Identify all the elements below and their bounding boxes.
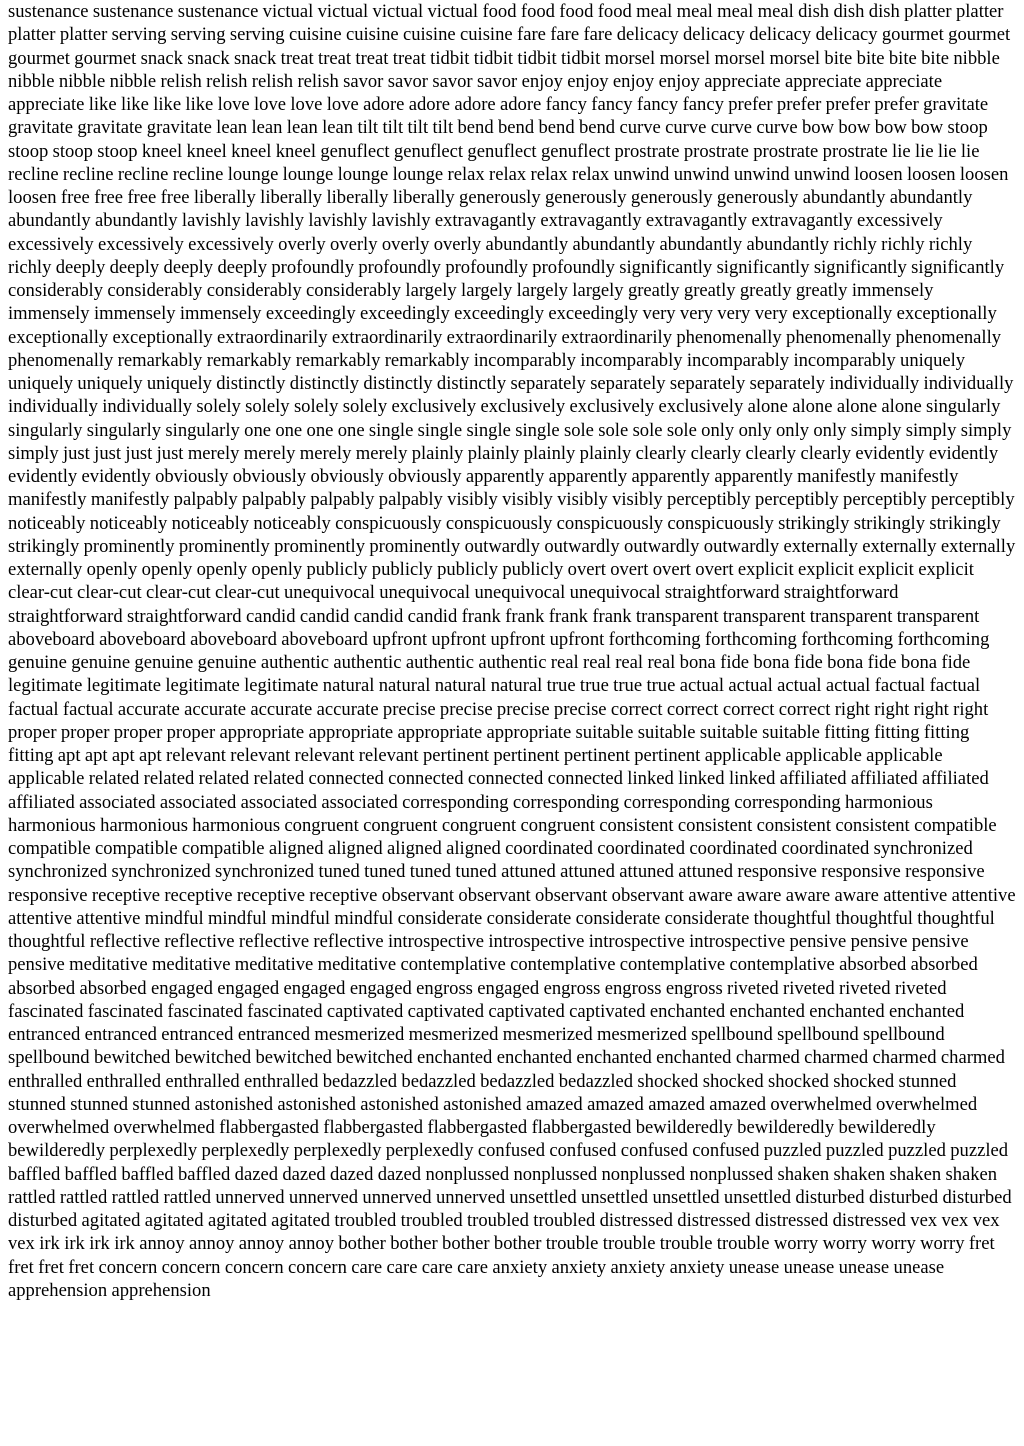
document-body-text: sustenance sustenance sustenance victual victual victual victual food food food food meal meal meal meal dish dish dish platter platter platter platter serving serving serving cuisine cuisine cuisine cuisine fare fare fare delicacy delicacy delicacy delicacy gourmet gourmet gourmet gourmet snack snack snack treat treat treat treat tidbit tidbit tidbit tidbit morsel morsel morsel morsel bite bite bite bite nibble nibble nibble nibble relish relish relish relish savor savor savor savor enjoy enjoy enjoy enjoy appreciate appreciate appreciate appreciate like like like like love love love love adore adore adore adore fancy fancy fancy fancy prefer prefer prefer prefer gravitate gravitate gravitate gravitate lean lean lean lean tilt tilt tilt tilt bend bend bend bend curve curve curve curve bow bow bow bow stoop stoop stoop stoop kneel kneel kneel kneel genuflect genuflect genuflect genuflect prostrate prostrate prostrate prostrate lie lie lie lie recline recline recline recline lounge lounge lounge lounge relax relax relax relax unwind unwind unwind unwind loosen loosen loosen loosen free free free free liberally liberally liberally liberally generously generously generously generously abundantly abundantly abundantly abundantly lavishly lavishly lavishly lavishly extravagantly extravagantly extravagantly extravagantly excessively excessively excessively excessively overly overly overly overly abundantly abundantly abundantly abundantly richly richly richly richly deeply deeply deeply deeply profoundly profoundly profoundly profoundly significantly significantly significantly significantly considerably considerably considerably considerably largely largely largely largely greatly greatly greatly greatly immensely immensely immensely immensely exceedingly exceedingly exceedingly exceedingly very very very very exceptionally exceptionally exceptionally exceptionally extraordinarily extraordinarily extraordinarily extraordinarily phenomenally phenomenally phenomenally phenomenally remarkably remarkably remarkably remarkably incomparably incomparably incomparably incomparably uniquely uniquely uniquely uniquely distinctly distinctly distinctly distinctly separately separately separately separately individually individually individually individually solely solely solely solely exclusively exclusively exclusively exclusively alone alone alone alone singularly singularly singularly singularly one one one one single single single single sole sole sole sole only only only only simply simply simply simply just just just just merely merely merely merely plainly plainly plainly plainly clearly clearly clearly clearly evidently evidently evidently evidently obviously obviously obviously obviously apparently apparently apparently apparently manifestly manifestly manifestly manifestly palpably palpably palpably palpably visibly visibly visibly visibly perceptibly perceptibly perceptibly perceptibly noticeably noticeably noticeably noticeably conspicuously conspicuously conspicuously conspicuously strikingly strikingly strikingly strikingly prominently prominently prominently prominently outwardly outwardly outwardly outwardly externally externally externally externally openly openly openly openly publicly publicly publicly publicly overt overt overt overt explicit explicit explicit explicit clear-cut clear-cut clear-cut clear-cut unequivocal unequivocal unequivocal unequivocal straightforward straightforward straightforward straightforward candid candid candid candid frank frank frank frank transparent transparent transparent transparent aboveboard aboveboard aboveboard aboveboard upfront upfront upfront upfront forthcoming forthcoming forthcoming forthcoming genuine genuine genuine genuine authentic authentic authentic authentic real real real real bona fide bona fide bona fide bona fide legitimate legitimate legitimate legitimate natural natural natural natural true true true true actual actual actual actual factual factual factual factual accurate accurate accurate accurate precise precise precise precise correct correct correct correct right right right right proper proper proper proper appropriate appropriate appropriate appropriate suitable suitable suitable suitable fitting fitting fitting fitting apt apt apt apt relevant relevant relevant relevant pertinent pertinent pertinent pertinent applicable applicable applicable applicable related related related related connected connected connected connected linked linked linked affiliated affiliated affiliated affiliated associated associated associated associated corresponding corresponding corresponding corresponding harmonious harmonious harmonious harmonious congruent congruent congruent congruent consistent consistent consistent consistent compatible compatible compatible compatible aligned aligned aligned aligned coordinated coordinated coordinated coordinated synchronized synchronized synchronized synchronized tuned tuned tuned tuned attuned attuned attuned attuned responsive responsive responsive responsive receptive receptive receptive receptive observant observant observant observant aware aware aware aware attentive attentive attentive attentive mindful mindful mindful mindful considerate considerate considerate considerate thoughtful thoughtful thoughtful thoughtful reflective reflective reflective reflective introspective introspective introspective introspective pensive pensive pensive pensive meditative meditative meditative meditative contemplative contemplative contemplative contemplative absorbed absorbed absorbed absorbed engaged engaged engaged engaged engross engaged engross engross engross riveted riveted riveted riveted fascinated fascinated fascinated fascinated captivated captivated captivated captivated enchanted enchanted enchanted enchanted entranced entranced entranced entranced mesmerized mesmerized mesmerized mesmerized spellbound spellbound spellbound spellbound bewitched bewitched bewitched bewitched enchanted enchanted enchanted enchanted charmed charmed charmed charmed enthralled enthralled enthralled enthralled bedazzled bedazzled bedazzled bedazzled shocked shocked shocked shocked stunned stunned stunned stunned astonished astonished astonished astonished amazed amazed amazed amazed overwhelmed overwhelmed overwhelmed overwhelmed flabbergasted flabbergasted flabbergasted flabbergasted bewilderedly bewilderedly bewilderedly bewilderedly perplexedly perplexedly perplexedly perplexedly confused confused confused confused puzzled puzzled puzzled puzzled baffled baffled baffled baffled dazed dazed dazed dazed nonplussed nonplussed nonplussed nonplussed shaken shaken shaken shaken rattled rattled rattled rattled unnerved unnerved unnerved unnerved unsettled unsettled unsettled unsettled disturbed disturbed disturbed disturbed agitated agitated agitated agitated troubled troubled troubled troubled distressed distressed distressed distressed vex vex vex vex irk irk irk irk annoy annoy annoy annoy bother bother bother bother trouble trouble trouble trouble worry worry worry worry fret fret fret fret concern concern concern concern care care care care anxiety anxiety anxiety anxiety unease unease unease unease apprehension apprehension [8,1,1016,1301]
